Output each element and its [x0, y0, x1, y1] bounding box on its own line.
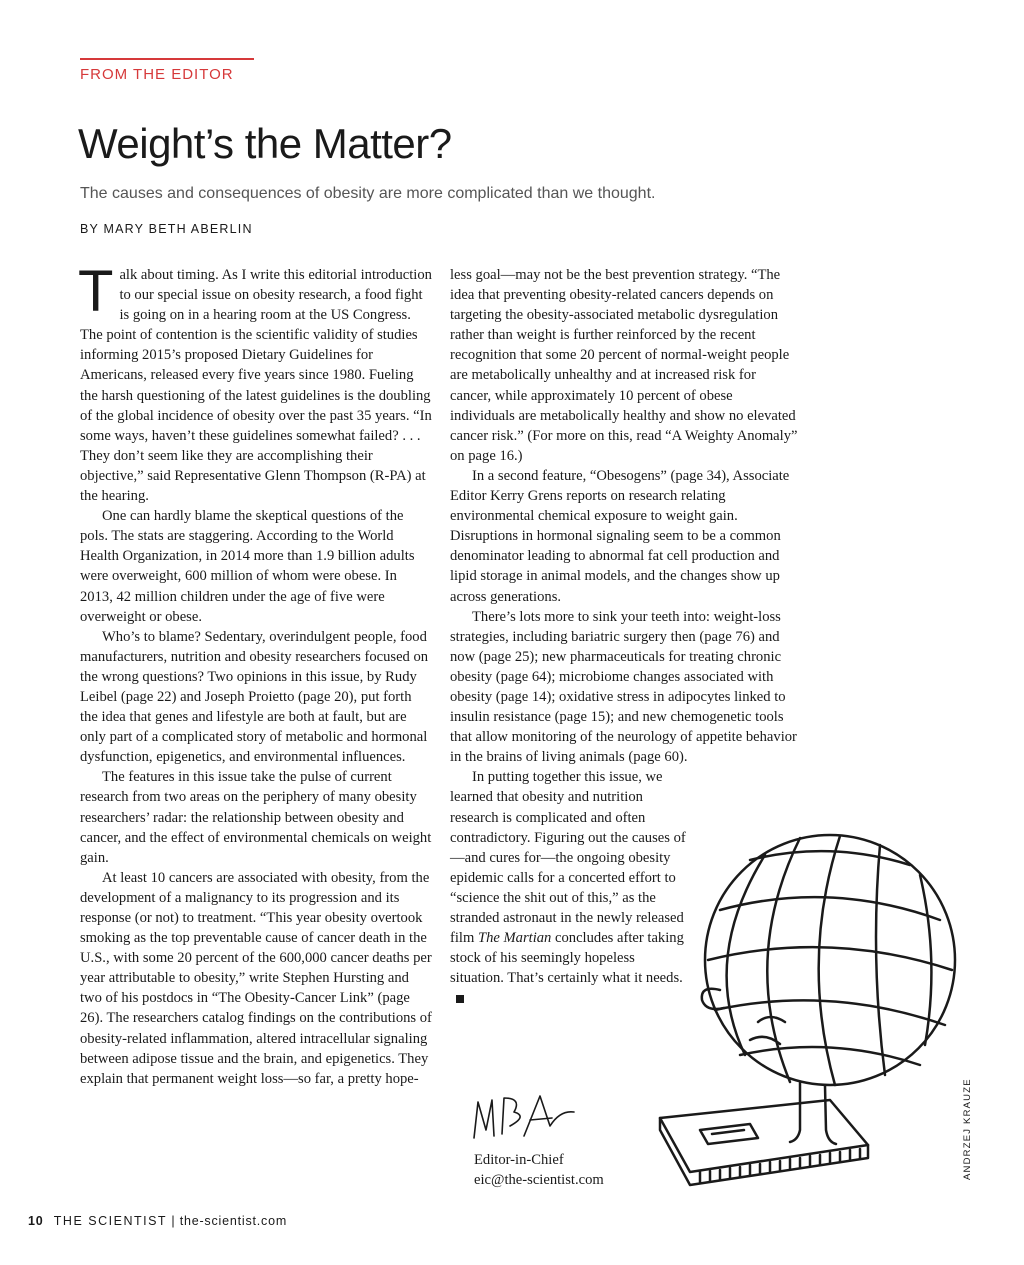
drop-cap: T	[78, 259, 114, 324]
section-label: FROM THE EDITOR	[80, 66, 234, 83]
editor-email: eic@the-scientist.com	[474, 1172, 604, 1188]
editor-signature	[470, 1090, 590, 1145]
section-rule	[80, 58, 254, 60]
end-mark-icon	[456, 995, 464, 1003]
illustration-credit: ANDRZEJ KRAUZE	[962, 1078, 973, 1180]
article-paragraph: In a second feature, “Obesogens” (page 34), Associate Editor Kerry Grens reports on research relating environmental chemical exposure to weight gain. Disruptions in hormonal signaling seem to be a common denominator leading to abnormal fat cell production and lipid storage in animal models, and the changes show up across generations.	[450, 467, 790, 605]
article-paragraph: At least 10 cancers are associated with obesity, from the development of a malignancy to its progression and its response (or not) to treatment. “This year obesity overtook smoking as the top preventable cause of cancer death in the U.S., with some 20 percent of the 600,000 cancer deaths per year attributable to obesity,” write Stephen Hursting and two of his postdocs in “The Obesity-Cancer Link” (page 26). The researchers catalog findings on the contributions of obesity-related inflammation, altered intracellular signaling between adipose tissue and the brain, and epigenetics. They explain that permanent weight loss—so far, a pretty hope-	[80, 869, 432, 1087]
magazine-name: THE SCIENTIST	[53, 1214, 168, 1228]
globe-on-scale-icon	[640, 800, 970, 1200]
article-paragraph: less goal—may not be the best prevention strategy. “The idea that preventing obesity-related cancers depends on targeting the obesity-associated metabolic dysregulation rather than weight is further reinforced by the recent recognition that some 20 percent of normal-weight people are metabolically unhealthy and at increased risk for cancer, while approximately 10 percent of obese individuals are metabolically healthy and show no elevated cancer risk.” (For more on this, read “A Weighty Anomaly” on page 16.)	[450, 267, 798, 464]
article-column-left	[78, 259, 432, 1089]
article-paragraph: There’s lots more to sink your teeth into: weight-loss strategies, including bariatric surgery then (page 76) and now (page 25); new pharmaceuticals for treating chronic obesity (page 64); microbiome changes associated with obesity (page 14); oxidative stress in adipocytes linked to insulin resistance (page 15); and new chemogenetic tools that allow monitoring of the neurology of appetite behavior in the brains of living animals (page 60).	[450, 608, 797, 766]
article-paragraph: Talk about timing. As I write this editorial introduction to our special issue on obesity research, a food fight is going on in a hearing room at the US Congress. The point of contention is the scientific validity of studies informing 2015’s proposed Dietary Guidelines for Americans, released every five years since 1980. Fueling the harsh questioning of the latest guidelines is the doubling of the global incidence of obesity over the past 35 years. “In some ways, haven’t these guidelines somewhat failed? . . . They don’t seem like they are accomplishing their objective,” said Representative Glenn Thompson (R-PA) at the hearing.	[78, 259, 432, 505]
film-title: The Martian	[477, 930, 552, 947]
article-paragraph: The features in this issue take the pulse of current research from two areas on the periphery of many obesity researchers’ radar: the relationship between obesity and cancer, and the effect of environmental chemicals on weight gain.	[80, 769, 432, 866]
byline: BY MARY BETH ABERLIN	[80, 222, 253, 236]
article-paragraph: Who’s to blame? Sedentary, overindulgent people, food manufacturers, nutrition and obesity researchers focused on the wrong questions? Two opinions in this issue, by Rudy Leibel (page 22) and Joseph Proietto (page 20), put forth the idea that genes and lifestyle are both at fault, but are only part of a complicated story of metabolic and hormonal dysfunction, epigenetics, and environmental influences.	[80, 628, 429, 766]
closing-paragraph: In putting together this issue, we learned that obesity and nutrition research is complicated and often contradictory. Figuring out the causes of—and cures for—the ongoing obesity epidemic calls for a concerted effort to “science the shit out of this,” as the stranded astronaut in the newly released film The Martian concludes after taking stock of his seemingly hopeless situation. That’s certainly what it needs.	[450, 767, 690, 1008]
page-subtitle: The causes and consequences of obesity are more complicated than we thought.	[80, 185, 656, 202]
page-footer	[28, 1214, 287, 1228]
website-link[interactable]: the-scientist.com	[179, 1214, 288, 1228]
page-number: 10	[28, 1214, 44, 1228]
page-title: Weight’s the Matter?	[78, 120, 452, 167]
footer-separator: |	[171, 1214, 176, 1228]
editor-role: Editor-in-Chief	[474, 1152, 564, 1168]
article-paragraph: One can hardly blame the skeptical questions of the pols. The stats are staggering. According to the World Health Organization, in 2014 more than 1.9 billion adults were overweight, 600 million of whom were obese. In 2013, 42 million children under the age of five were overweight or obese.	[80, 508, 415, 625]
